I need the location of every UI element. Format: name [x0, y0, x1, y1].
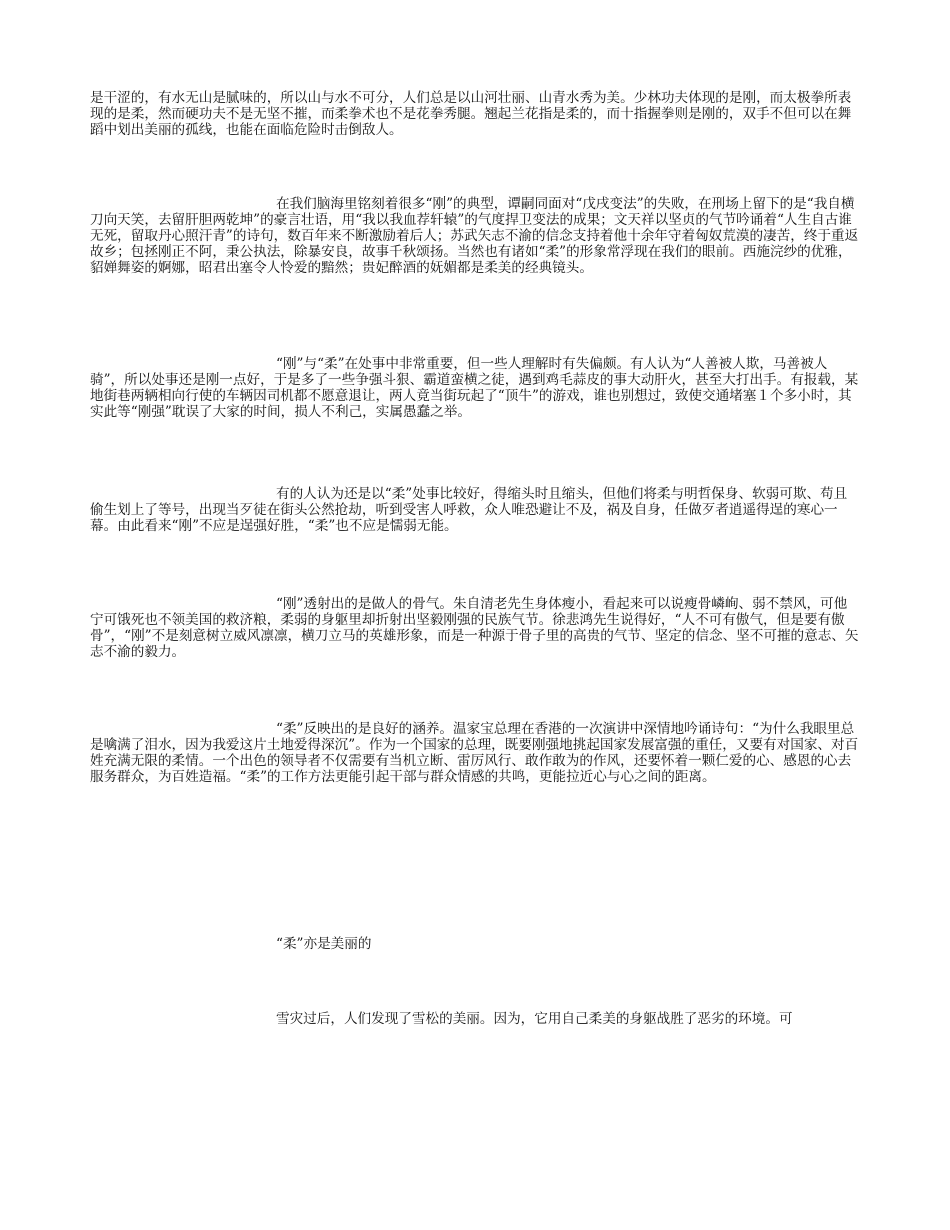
section-subheading: “柔”亦是美丽的 [276, 936, 372, 952]
paragraph-snow-pine: 雪灾过后，人们发现了雪松的美丽。因为，它用自己柔美的身躯战胜了恶劣的环境。可 [276, 1011, 793, 1027]
paragraph-mountains-water: 是干涩的，有水无山是腻味的，所以山与水不可分，人们总是以山河壮丽、山青水秀为美。少林功夫体现的是刚，而太极拳所表现的是柔，然而硬功夫不是无坚不摧，而柔拳术也不是花拳秀腿。翘起兰花指是柔的，而十指握拳则是刚的，双手不但可以在舞蹈中划出美丽的孤线，也能在面临危险时击倒敌人。 [90, 90, 852, 138]
paragraph-gang-examples: 在我们脑海里铭刻着很多“刚”的典型，谭嗣同面对“戊戌变法”的失败，在刑场上留下的是“我自横刀向天笑，去留肝胆两乾坤”的豪言壮语，用“我以我血荐轩辕”的气度捍卫变法的成果；文天祥以坚贞的气节吟诵着“人生自古谁无死，留取丹心照汗青”的诗句，数百年来不断激励着后人；苏武矢志不渝的信念支持着他十余年守着匈奴荒漠的凄苦，终于重返故乡；包拯刚正不阿，秉公执法，除暴安良，故事千秋颂扬。当然也有诸如“柔”的形象常浮现在我们的眼前。西施浣纱的优雅，貂婵舞姿的婀娜，昭君出塞令人怜爱的黯然；贵妃醉酒的妩媚都是柔美的经典镜头。 [90, 196, 859, 276]
paragraph-rou-cultivation: “柔”反映出的是良好的涵养。温家宝总理在香港的一次演讲中深情地吟诵诗句：“为什么我眼里总是噙满了泪水，因为我爱这片土地爱得深沉”。作为一个国家的总理，既要刚强地挑起国家发展富强的重任，又要有对国家、对百姓充满无限的柔情。一个出色的领导者不仅需要有当机立断、雷厉风行、敢作敢为的作风，还要怀着一颗仁爱的心、感恩的心去服务群众，为百姓造福。“柔”的工作方法更能引起干部与群众情感的共鸣，更能拉近心与心之间的距离。 [90, 721, 859, 785]
paragraph-rou-misunderstanding: 有的人认为还是以“柔”处事比较好，得缩头时且缩头，但他们将柔与明哲保身、软弱可欺、苟且偷生划上了等号，出现当歹徒在街头公然抢劫，听到受害人呼救，众人唯恐避让不及，祸及自身，任做歹者逍遥得逞的寒心一幕。由此看来“刚”不应是逞强好胜，“柔”也不应是懦弱无能。 [90, 486, 848, 534]
paragraph-gang-backbone: “刚”透射出的是做人的骨气。朱自清老先生身体瘦小，看起来可以说瘦骨嶙峋、弱不禁风，可他宁可饿死也不领美国的救济粮，柔弱的身躯里却折射出坚毅刚强的民族气节。徐悲鸿先生说得好，“人不可有傲气，但是要有傲骨”，“刚”不是刻意树立威风凛凛，横刀立马的英雄形象，而是一种源于骨子里的高贵的气节、坚定的信念、坚不可摧的意志、矢志不渝的毅力。 [90, 596, 859, 660]
paragraph-gang-rou-misunderstanding: “刚”与“柔”在处事中非常重要，但一些人理解时有失偏颇。有人认为“人善被人欺，马善被人骑”，所以处事还是刚一点好，于是多了一些争强斗狠、霸道蛮横之徒，遇到鸡毛蒜皮的事大动肝火，甚至大打出手。有报载，某地街巷两辆相向行使的车辆因司机都不愿意退让，两人竟当街玩起了“顶牛”的游戏，谁也别想过，致使交通堵塞１个多小时，其实此等“刚强”耽误了大家的时间，损人不利己，实属愚蠢之举。 [90, 356, 859, 420]
